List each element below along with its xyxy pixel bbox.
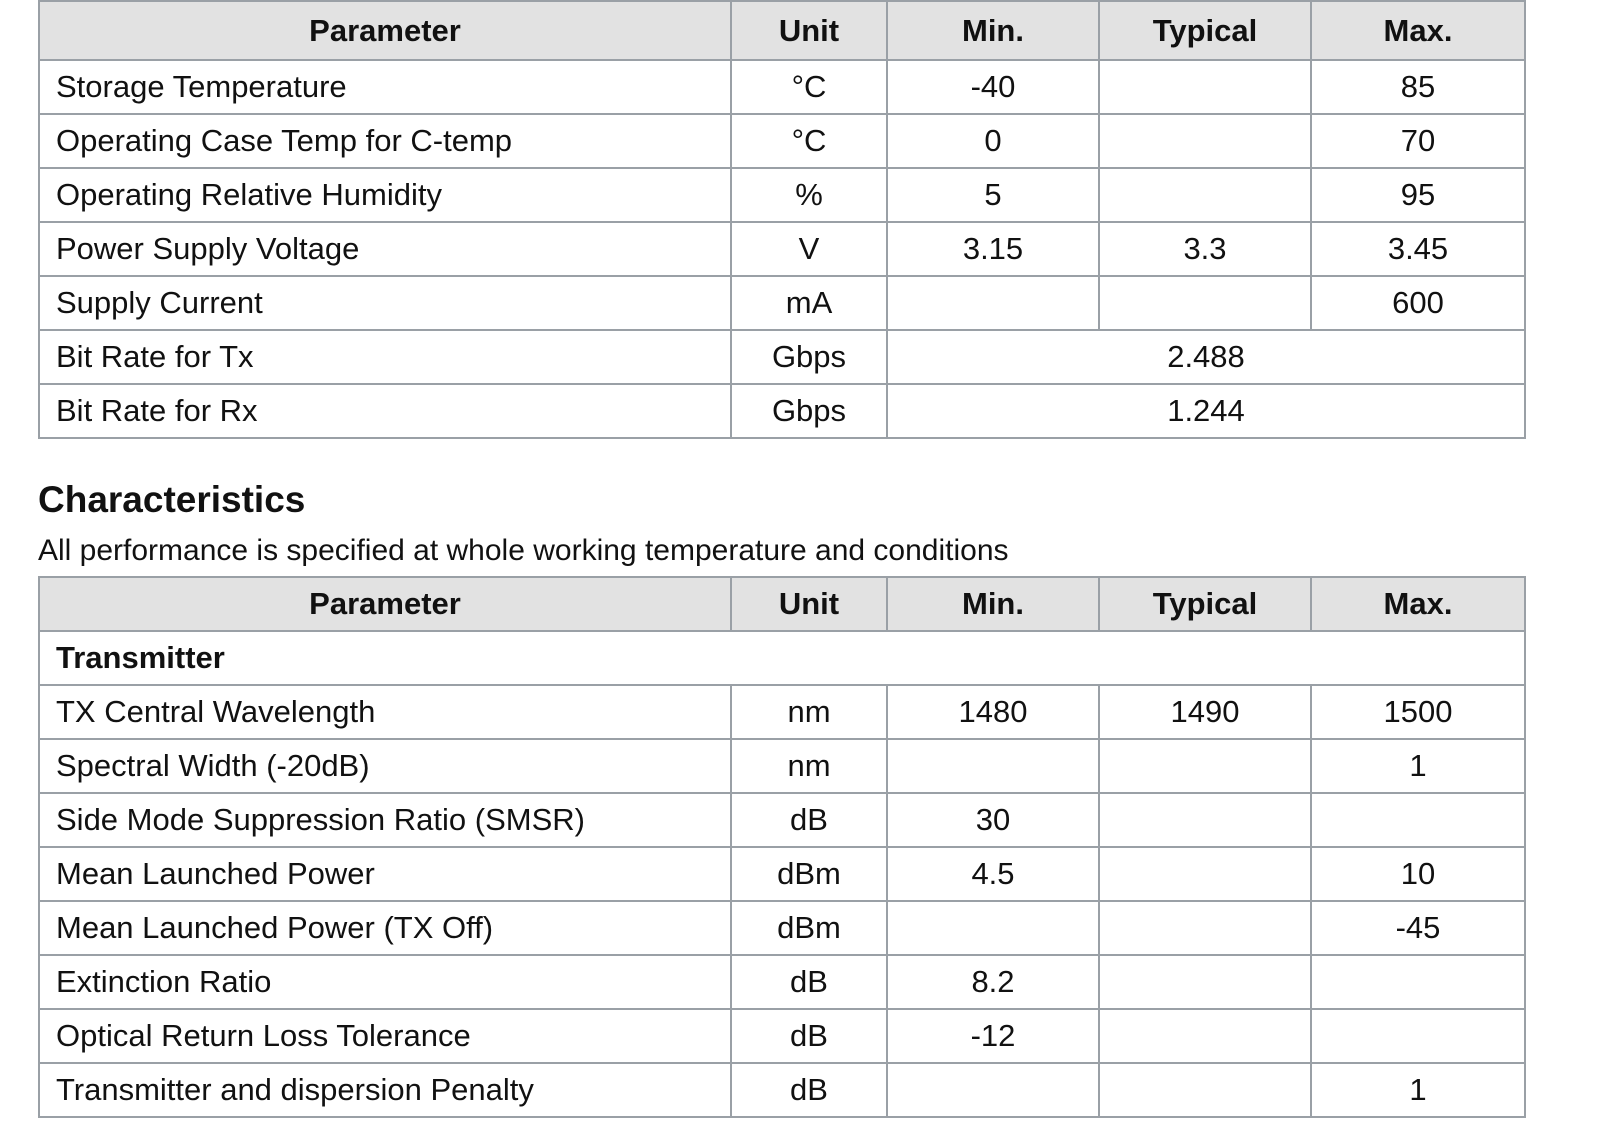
cell-unit: dB bbox=[731, 1009, 887, 1063]
cell-typical bbox=[1099, 847, 1311, 901]
table-row bbox=[39, 739, 1525, 793]
cell-min: 5 bbox=[887, 168, 1099, 222]
cell-parameter: Bit Rate for Rx bbox=[39, 384, 731, 438]
table-row bbox=[39, 793, 1525, 847]
cell-max bbox=[1311, 1009, 1525, 1063]
cell-parameter: Power Supply Voltage bbox=[39, 222, 731, 276]
cell-value-merged: 2.488 bbox=[887, 330, 1525, 384]
section-note: All performance is specified at whole working temperature and conditions bbox=[38, 534, 1009, 567]
cell-min bbox=[887, 1063, 1099, 1117]
cell-parameter: Mean Launched Power (TX Off) bbox=[39, 901, 731, 955]
characteristics-table bbox=[38, 576, 1526, 1118]
cell-max: 1500 bbox=[1311, 685, 1525, 739]
cell-min bbox=[887, 276, 1099, 330]
cell-unit: dBm bbox=[731, 901, 887, 955]
cell-unit: Gbps bbox=[731, 330, 887, 384]
header-unit: Unit bbox=[731, 1, 887, 60]
header-unit: Unit bbox=[731, 577, 887, 631]
cell-typical bbox=[1099, 114, 1311, 168]
cell-typical bbox=[1099, 1009, 1311, 1063]
cell-typical bbox=[1099, 1063, 1311, 1117]
cell-unit: Gbps bbox=[731, 384, 887, 438]
header-max: Max. bbox=[1311, 577, 1525, 631]
section-label-transmitter: Transmitter bbox=[39, 631, 1525, 685]
table-row bbox=[39, 1063, 1525, 1117]
section-row bbox=[39, 631, 1525, 685]
table-row bbox=[39, 901, 1525, 955]
cell-typical bbox=[1099, 955, 1311, 1009]
cell-unit: dB bbox=[731, 955, 887, 1009]
section-heading: Characteristics bbox=[38, 479, 306, 520]
cell-min: 1480 bbox=[887, 685, 1099, 739]
cell-max: 85 bbox=[1311, 60, 1525, 114]
cell-parameter: Optical Return Loss Tolerance bbox=[39, 1009, 731, 1063]
cell-max: 1 bbox=[1311, 739, 1525, 793]
cell-unit: mA bbox=[731, 276, 887, 330]
header-typical: Typical bbox=[1099, 577, 1311, 631]
table-row bbox=[39, 222, 1525, 276]
cell-parameter: Operating Relative Humidity bbox=[39, 168, 731, 222]
header-max: Max. bbox=[1311, 1, 1525, 60]
cell-typical: 1490 bbox=[1099, 685, 1311, 739]
cell-unit: nm bbox=[731, 739, 887, 793]
cell-parameter: TX Central Wavelength bbox=[39, 685, 731, 739]
cell-typical: 3.3 bbox=[1099, 222, 1311, 276]
cell-min: 4.5 bbox=[887, 847, 1099, 901]
table-header-row bbox=[39, 1, 1525, 60]
cell-typical bbox=[1099, 60, 1311, 114]
cell-value-merged: 1.244 bbox=[887, 384, 1525, 438]
cell-min bbox=[887, 901, 1099, 955]
cell-parameter: Extinction Ratio bbox=[39, 955, 731, 1009]
cell-unit: % bbox=[731, 168, 887, 222]
cell-max bbox=[1311, 955, 1525, 1009]
header-parameter: Parameter bbox=[39, 1, 731, 60]
cell-min: 0 bbox=[887, 114, 1099, 168]
cell-parameter: Mean Launched Power bbox=[39, 847, 731, 901]
cell-max: 70 bbox=[1311, 114, 1525, 168]
cell-parameter: Spectral Width (-20dB) bbox=[39, 739, 731, 793]
cell-min bbox=[887, 739, 1099, 793]
cell-typical bbox=[1099, 739, 1311, 793]
table-row bbox=[39, 330, 1525, 384]
cell-parameter: Supply Current bbox=[39, 276, 731, 330]
table-row bbox=[39, 847, 1525, 901]
cell-min: 8.2 bbox=[887, 955, 1099, 1009]
cell-max: 95 bbox=[1311, 168, 1525, 222]
table-row bbox=[39, 384, 1525, 438]
cell-min: 3.15 bbox=[887, 222, 1099, 276]
cell-parameter: Transmitter and dispersion Penalty bbox=[39, 1063, 731, 1117]
cell-unit: dB bbox=[731, 1063, 887, 1117]
cell-unit: dB bbox=[731, 793, 887, 847]
cell-typical bbox=[1099, 793, 1311, 847]
header-min: Min. bbox=[887, 577, 1099, 631]
cell-max: 1 bbox=[1311, 1063, 1525, 1117]
cell-min: 30 bbox=[887, 793, 1099, 847]
cell-unit: nm bbox=[731, 685, 887, 739]
table-header-row bbox=[39, 577, 1525, 631]
cell-max: -45 bbox=[1311, 901, 1525, 955]
cell-unit: °C bbox=[731, 114, 887, 168]
header-parameter: Parameter bbox=[39, 577, 731, 631]
cell-max: 600 bbox=[1311, 276, 1525, 330]
table-row bbox=[39, 168, 1525, 222]
cell-typical bbox=[1099, 168, 1311, 222]
table-row bbox=[39, 685, 1525, 739]
cell-max: 10 bbox=[1311, 847, 1525, 901]
cell-min: -40 bbox=[887, 60, 1099, 114]
cell-unit: °C bbox=[731, 60, 887, 114]
cell-unit: V bbox=[731, 222, 887, 276]
header-min: Min. bbox=[887, 1, 1099, 60]
cell-parameter: Operating Case Temp for C-temp bbox=[39, 114, 731, 168]
table-row bbox=[39, 276, 1525, 330]
cell-unit: dBm bbox=[731, 847, 887, 901]
cell-parameter: Side Mode Suppression Ratio (SMSR) bbox=[39, 793, 731, 847]
cell-max: 3.45 bbox=[1311, 222, 1525, 276]
cell-max bbox=[1311, 793, 1525, 847]
header-typical: Typical bbox=[1099, 1, 1311, 60]
cell-typical bbox=[1099, 901, 1311, 955]
cell-parameter: Bit Rate for Tx bbox=[39, 330, 731, 384]
table-row bbox=[39, 60, 1525, 114]
table-row bbox=[39, 1009, 1525, 1063]
cell-parameter: Storage Temperature bbox=[39, 60, 731, 114]
table-row bbox=[39, 955, 1525, 1009]
cell-typical bbox=[1099, 276, 1311, 330]
operating-conditions-table bbox=[38, 0, 1526, 439]
table-row bbox=[39, 114, 1525, 168]
cell-min: -12 bbox=[887, 1009, 1099, 1063]
